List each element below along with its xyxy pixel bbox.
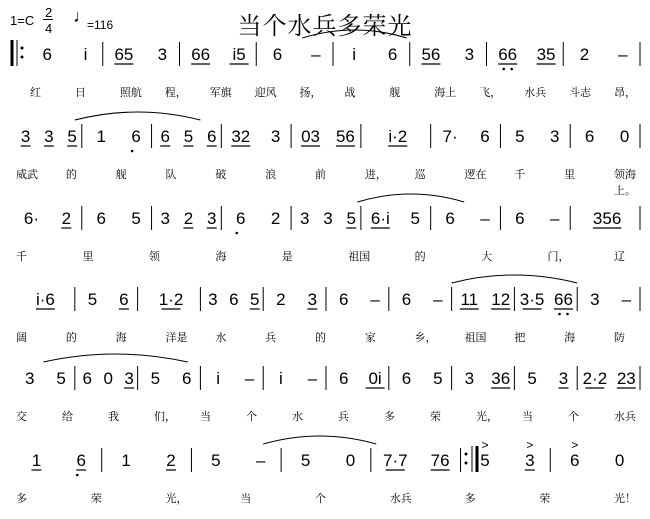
note-group: 5 [56,369,66,388]
lyric-word: 洋是 [165,331,188,344]
note-group: 2·2 [582,369,608,388]
note-group: 5 [480,451,490,470]
note-group: – [433,290,443,309]
lyric-word: 光！ [614,492,636,505]
repeat-dot [21,47,24,50]
slur-arc [452,275,578,283]
lyric-word: 飞， [479,86,502,99]
key-signature: 1=C [10,13,35,28]
note-group: 5 [183,127,194,146]
lyric-word: 的 [65,331,77,344]
note-group: 5 [87,290,98,309]
note-group: 6 [236,209,246,228]
note-group: 6·i [370,209,390,228]
note-group: 3 [24,369,35,388]
note-group: 5 [249,290,260,309]
lyric-row [0,166,650,197]
note-group: 6 [229,290,239,309]
repeat-dot [465,462,468,465]
note-group: 23 [616,369,636,388]
repeat-dot [21,56,24,59]
note-group: 6 [181,369,192,388]
note-group: i [279,369,283,388]
note-group: 6 [480,127,490,146]
note-group: – [370,290,380,309]
note-group: 3 [206,209,217,228]
time-signature-bottom: 4 [45,21,53,36]
note-group: 35 [536,45,556,64]
note-group: 6 [445,209,455,228]
note-group: – [550,209,560,228]
note-group: 12 [491,290,511,309]
note-group: 3 [44,127,54,146]
note-group: 3 [307,290,318,309]
slur-arc [263,436,376,444]
lyric-word: 领 [148,250,160,263]
note-group: 1 [96,127,106,146]
note-group: i [83,45,88,64]
note-group: i [352,45,357,64]
lyric-word: 防 [614,331,625,344]
note-group: 6 [272,45,283,64]
slur-arc [43,354,187,362]
lyric-word: 领海上。 [614,168,636,197]
lyric-word: 把 [514,331,526,344]
lyric-word: 照航 [119,86,142,99]
lyric-word: 的 [65,168,77,181]
lyric-word: 程， [164,86,187,99]
lyric-word: 荣 [430,410,441,423]
note-group: – [307,369,318,388]
note-group: 03 [301,127,321,146]
note-group: 6 [387,45,398,64]
lyric-word: 浪 [265,168,277,181]
lyric-word: 荣 [539,492,551,505]
note-group: 6 [42,45,52,64]
low-octave-dot [510,68,513,71]
lyric-word: 兵 [265,331,277,344]
lyric-word: 当 [522,410,533,423]
lyric-word: 队 [165,168,177,181]
lyric-word: 破 [215,168,227,181]
slur-arc [75,112,201,120]
note-group: 5 [433,369,443,388]
note-group: 3 [590,290,600,309]
note-group: 3 [558,369,569,388]
lyric-word: 大 [481,250,493,263]
note-group: 56 [335,127,355,146]
note-group: 6 [131,127,141,146]
lyric-word: 光， [476,410,498,423]
lyric-word: 海 [115,331,127,344]
lyric-word: 交 [16,410,27,423]
note-group: 5 [150,369,161,388]
note-group: 6 [82,369,93,388]
lyric-word: 的 [315,331,326,344]
lyric-word: 战 [344,86,356,99]
note-group: 5 [515,127,525,146]
lyric-word: 水 [215,331,227,344]
lyric-word: 水兵 [614,410,636,423]
note-group: 2 [61,209,72,228]
note-group: 7·7 [382,451,408,470]
low-octave-dot [235,232,238,235]
note-group: 2 [579,45,590,64]
lyric-word: 舰 [389,86,401,99]
note-group: – [255,451,266,470]
note-group: 2 [270,209,281,228]
lyric-word: 我 [108,410,119,423]
lyric-word: 是 [281,250,293,263]
lyric-word: 军旗 [209,86,232,99]
lyric-word: 门， [547,250,570,263]
lyric-word: 辽 [614,250,625,263]
lyric-word: 多 [384,410,395,423]
lyric-word: 多 [16,492,27,505]
note-group: 0 [103,369,113,388]
lyric-word: 当 [200,410,211,423]
note-group: 36 [491,369,511,388]
lyric-word: 水兵 [524,86,547,99]
note-group: 0 [619,127,630,146]
note-group: 3 [525,451,535,470]
note-group: 0i [368,369,382,388]
accent-mark: > [571,438,579,452]
note-group: 3·5 [519,290,545,309]
lyric-word: 昂， [614,86,636,99]
lyric-word: 兵 [338,410,349,423]
note-group: i [216,369,220,388]
note-group: 3 [550,127,560,146]
note-group: 66 [554,290,573,309]
lyric-word: 们， [154,410,176,423]
note-group: 3 [464,45,475,64]
lyric-word: 千 [514,168,526,181]
note-group: 3 [464,369,475,388]
lyric-word: 祖国 [348,250,371,263]
low-octave-dot [558,313,561,316]
note-group: 6 [206,127,217,146]
song-title: 当个水兵多荣光 [237,12,413,40]
lyric-word: 荣 [90,492,102,505]
note-group: 0 [345,451,356,470]
note-group: 1 [31,451,42,470]
note-group: 3 [300,209,310,228]
note-group: 11 [460,290,479,309]
note-group: 6 [160,127,170,146]
note-group: 66 [191,45,211,64]
lyric-word: 光， [165,492,188,505]
note-group: 5 [346,209,356,228]
note-group: 6 [584,127,595,146]
lyric-word: 海上 [434,86,457,99]
note-group: 6 [338,290,349,309]
lyric-word: 前 [315,168,326,181]
lyric-word: 水兵 [389,492,412,505]
note-group: 1 [121,451,131,470]
note-group: 3 [157,45,168,64]
lyric-word: 迎风 [254,86,277,99]
note-group: – [621,290,632,309]
note-group: 7· [442,127,458,146]
lyric-word: 千 [16,250,27,263]
note-group: 2 [166,451,176,470]
lyric-word: 扬， [299,86,322,99]
lyric-row [0,408,650,428]
note-group: 76 [430,451,450,470]
lyric-word: 里 [82,250,94,263]
accent-mark: > [526,438,534,452]
note-group: – [618,45,628,64]
lyric-word: 阔 [16,331,27,344]
note-group: 6 [76,451,87,470]
lyric-word: 日 [74,86,86,99]
lyric-word: 给 [62,410,73,423]
lyric-word: 海 [215,250,227,263]
note-group: – [244,369,255,388]
note-group: 0 [614,451,625,470]
quarter-note-icon: ♩ [73,6,91,26]
note-group: – [480,209,490,228]
note-group: 2 [276,290,286,309]
note-group: 3 [323,209,333,228]
note-group: 65 [114,45,134,64]
note-group: 1·2 [158,290,184,309]
lyric-row [0,329,650,349]
accent-mark: > [481,438,489,452]
lyric-word: 里 [564,168,576,181]
lyric-word: 个 [246,410,257,423]
lyric-word: 红 [30,86,41,99]
note-group: 3 [124,369,134,388]
lyric-word: 巡 [414,168,426,181]
lyric-word: 祖国 [464,331,487,344]
lyric-word: 逻在 [464,168,487,181]
lyric-row [0,248,650,268]
note-group: 5 [211,451,221,470]
note-group: i5 [232,45,246,64]
note-group: 5 [410,209,420,228]
note-group: 3 [20,127,31,146]
note-group: – [311,45,321,64]
note-group: 56 [421,45,441,64]
note-group: 3 [160,209,170,228]
slur-arc [302,30,406,38]
note-group: 6 [515,209,525,228]
lyric-word: 斗志 [569,86,592,99]
note-group: 5 [67,127,77,146]
note-group: 6 [119,290,129,309]
tempo-value: =116 [87,18,114,32]
lyric-word: 进， [364,168,387,181]
note-group: 6 [401,369,412,388]
lyric-word: 个 [315,492,326,505]
note-group: 6 [569,451,580,470]
note-group: 32 [231,127,251,146]
note-group: 6· [23,209,40,228]
lyric-word: 多 [464,492,476,505]
lyric-word: 个 [568,410,579,423]
lyric-word: 家 [364,331,376,344]
lyric-row [0,84,650,104]
note-group: 356 [592,209,622,228]
note-group: 2 [183,209,194,228]
time-signature-top: 2 [45,5,53,20]
note-group: 5 [527,369,537,388]
low-octave-dot [131,150,134,153]
note-group: 5 [300,451,311,470]
low-octave-dot [566,313,569,316]
slur-arc [357,194,464,202]
lyric-word: 当 [240,492,252,505]
note-group: i·6 [35,290,55,309]
note-group: 6 [338,369,349,388]
note-group: 5 [131,209,141,228]
low-octave-dot [76,474,79,477]
note-group: 3 [270,127,281,146]
lyric-word: 乡， [414,331,437,344]
note-group: 66 [498,45,518,64]
repeat-dot [465,453,468,456]
low-octave-dot [502,68,505,71]
lyric-word: 舰 [115,168,127,181]
lyric-word: 海 [564,331,576,344]
note-group: i·2 [388,127,408,146]
note-group: 6 [401,290,412,309]
note-group: 3 [208,290,218,309]
lyric-word: 水 [292,410,303,423]
lyric-word: 威武 [16,168,38,181]
lyric-row [0,490,650,510]
note-group: 6 [96,209,106,228]
lyric-word: 的 [414,250,426,263]
